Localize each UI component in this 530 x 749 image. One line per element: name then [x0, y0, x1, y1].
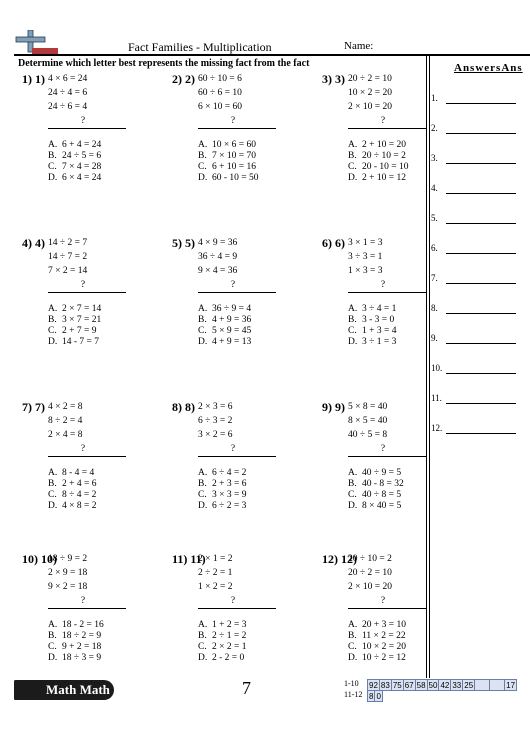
option-letter: C.	[198, 326, 207, 336]
option-letter: B.	[48, 315, 57, 325]
option-letter: B.	[348, 151, 357, 161]
fact-line: 9 × 4 = 36	[198, 266, 238, 276]
score-cell: 50	[428, 680, 438, 690]
missing-fact-mark: ?	[380, 116, 386, 126]
answer-option[interactable]	[48, 315, 101, 325]
option-letter: D.	[48, 501, 58, 511]
fact-line: 2 × 4 = 8	[48, 430, 83, 440]
option-text: 8 ÷ 4 = 2	[62, 490, 97, 500]
option-text: 4 + 9 = 36	[212, 315, 252, 325]
fact-line: 2 × 3 = 6	[198, 402, 233, 412]
answer-option[interactable]	[348, 620, 406, 630]
missing-fact-line	[48, 128, 126, 129]
answer-option[interactable]	[48, 653, 101, 663]
score-row-label: 1-10	[344, 679, 359, 688]
option-text: 8 - 4 = 4	[62, 468, 95, 478]
score-cell	[475, 680, 490, 691]
option-text: 18 ÷ 2 = 9	[62, 631, 102, 641]
option-text: 2 + 10 = 20	[362, 140, 406, 150]
option-text: 36 ÷ 9 = 4	[212, 304, 252, 314]
option-text: 6 × 4 = 24	[62, 173, 102, 183]
option-text: 1 + 2 = 3	[212, 620, 247, 630]
answers-heading: AnswersAns	[454, 62, 523, 74]
option-letter: B.	[48, 631, 57, 641]
fact-line: 2 × 10 = 20	[348, 102, 392, 112]
option-letter: C.	[348, 642, 357, 652]
problem-number: 11) 11)	[172, 552, 206, 566]
option-text: 3 ÷ 4 = 1	[362, 304, 397, 314]
option-text: 3 × 3 = 9	[212, 490, 247, 500]
option-letter: C.	[198, 490, 207, 500]
problem-number: 3) 3)	[322, 72, 345, 86]
score-cell: 0	[376, 691, 381, 701]
option-letter: A.	[48, 468, 58, 478]
fact-line: 24 ÷ 6 = 4	[48, 102, 88, 112]
fact-line: 1 × 3 = 3	[348, 266, 383, 276]
problem-number: 6) 6)	[322, 236, 345, 250]
answer-option[interactable]	[348, 326, 396, 336]
missing-fact-mark: ?	[80, 596, 86, 606]
score-cell: 92	[369, 680, 378, 690]
fact-line: 6 × 10 = 60	[198, 102, 242, 112]
option-text: 3 ÷ 1 = 3	[362, 337, 397, 347]
answer-option[interactable]	[198, 620, 246, 630]
option-letter: B.	[198, 479, 207, 489]
option-text: 40 ÷ 8 = 5	[362, 490, 402, 500]
missing-fact-mark: ?	[380, 280, 386, 290]
score-cell: 17	[506, 680, 516, 690]
answer-option[interactable]	[348, 315, 394, 325]
option-text: 20 - 10 = 10	[362, 162, 409, 172]
option-text: 4 + 9 = 13	[212, 337, 252, 347]
option-letter: C.	[48, 490, 57, 500]
problem-number: 8) 8)	[172, 400, 195, 414]
answer-option[interactable]	[48, 501, 96, 511]
answer-option[interactable]	[348, 642, 406, 652]
missing-fact-mark: ?	[230, 116, 236, 126]
answer-number: 7.	[431, 273, 438, 283]
answer-option[interactable]	[198, 337, 251, 347]
answer-option[interactable]	[198, 304, 251, 314]
answer-option[interactable]	[48, 620, 104, 630]
option-text: 7 × 4 = 28	[62, 162, 102, 172]
answer-option[interactable]	[198, 151, 256, 161]
problem-item	[172, 400, 312, 530]
option-text: 1 + 3 = 4	[362, 326, 397, 336]
option-text: 6 + 4 = 24	[62, 140, 102, 150]
answer-option[interactable]	[198, 642, 246, 652]
fact-line: 4 × 6 = 24	[48, 74, 88, 84]
option-text: 24 ÷ 5 = 6	[62, 151, 102, 161]
fact-line: 24 ÷ 4 = 6	[48, 88, 88, 98]
answer-number: 6.	[431, 243, 438, 253]
answer-option[interactable]	[198, 490, 246, 500]
missing-fact-mark: ?	[230, 444, 236, 454]
option-text: 6 + 10 = 16	[212, 162, 256, 172]
option-letter: D.	[198, 501, 208, 511]
answer-line[interactable]	[446, 223, 516, 224]
score-cell: 58	[416, 680, 426, 690]
answer-option[interactable]	[48, 304, 101, 314]
option-letter: C.	[48, 162, 57, 172]
answer-number: 3.	[431, 153, 438, 163]
option-letter: D.	[198, 337, 208, 347]
answer-number: 4.	[431, 183, 438, 193]
missing-fact-mark: ?	[80, 444, 86, 454]
answer-option[interactable]	[198, 173, 259, 183]
fact-line: 5 × 8 = 40	[348, 402, 388, 412]
problem-item	[322, 72, 462, 202]
missing-fact-line	[348, 128, 426, 129]
answer-option[interactable]	[198, 315, 251, 325]
missing-fact-line	[198, 608, 276, 609]
score-cell: 25	[464, 680, 474, 690]
fact-line: 9 × 2 = 18	[48, 582, 88, 592]
answer-option[interactable]	[48, 162, 101, 172]
missing-fact-line	[198, 128, 276, 129]
answer-option[interactable]	[48, 173, 101, 183]
fact-line: 10 × 2 = 20	[348, 88, 392, 98]
option-letter: B.	[198, 315, 207, 325]
option-letter: C.	[348, 326, 357, 336]
fact-line: 4 × 9 = 36	[198, 238, 238, 248]
answer-number: 2.	[431, 123, 438, 133]
answer-number: 5.	[431, 213, 438, 223]
score-row-label: 11-12	[344, 690, 363, 699]
answer-option[interactable]	[48, 326, 96, 336]
option-letter: A.	[348, 304, 358, 314]
answer-option[interactable]	[198, 162, 256, 172]
answer-option[interactable]	[348, 162, 409, 172]
fact-line: 18 ÷ 9 = 2	[48, 554, 88, 564]
missing-fact-mark: ?	[80, 116, 86, 126]
option-letter: A.	[198, 140, 208, 150]
problem-number: 10) 10)	[22, 552, 57, 566]
score-cell: 67	[404, 680, 414, 690]
answer-option[interactable]	[348, 468, 401, 478]
answer-option[interactable]	[48, 479, 96, 489]
fact-line: 2 × 1 = 2	[198, 554, 233, 564]
option-letter: D.	[48, 337, 58, 347]
problem-item	[22, 400, 162, 530]
fact-line: 20 ÷ 2 = 10	[348, 568, 392, 578]
missing-fact-mark: ?	[380, 444, 386, 454]
problem-item	[172, 236, 312, 366]
option-letter: B.	[198, 151, 207, 161]
problem-number: 7) 7)	[22, 400, 45, 414]
answer-option[interactable]	[198, 631, 246, 641]
problem-item	[322, 400, 462, 530]
option-letter: A.	[348, 468, 358, 478]
option-letter: D.	[48, 653, 58, 663]
score-cell: 83	[380, 680, 390, 690]
problem-item	[172, 552, 312, 682]
fact-line: 2 × 10 = 20	[348, 582, 392, 592]
missing-fact-mark: ?	[230, 280, 236, 290]
fact-line: 14 ÷ 2 = 7	[48, 238, 88, 248]
answer-option[interactable]	[348, 479, 404, 489]
option-letter: D.	[348, 501, 358, 511]
fact-line: 14 ÷ 7 = 2	[48, 252, 88, 262]
answer-option[interactable]	[198, 140, 256, 150]
answer-option[interactable]	[348, 173, 406, 183]
instructions: Determine which letter best represents the missing fact from the fact	[18, 58, 310, 69]
missing-fact-mark: ?	[380, 596, 386, 606]
answer-option[interactable]	[348, 304, 396, 314]
missing-fact-line	[48, 292, 126, 293]
option-letter: B.	[48, 151, 57, 161]
option-text: 2 - 2 = 0	[212, 653, 245, 663]
problem-item	[22, 72, 162, 202]
option-letter: A.	[198, 620, 208, 630]
problem-item	[22, 552, 162, 682]
answer-option[interactable]	[48, 151, 101, 161]
option-text: 2 + 7 = 9	[62, 326, 97, 336]
header-divider	[14, 54, 530, 56]
option-letter: C.	[198, 642, 207, 652]
option-text: 2 × 7 = 14	[62, 304, 102, 314]
answer-option[interactable]	[198, 326, 251, 336]
fact-line: 7 × 2 = 14	[48, 266, 88, 276]
fact-line: 60 ÷ 10 = 6	[198, 74, 242, 84]
score-row	[367, 679, 517, 691]
option-text: 2 + 10 = 12	[362, 173, 406, 183]
problem-item	[22, 236, 162, 366]
answer-option[interactable]	[348, 631, 406, 641]
problem-item	[172, 72, 312, 202]
option-letter: B.	[48, 479, 57, 489]
fact-line: 20 ÷ 2 = 10	[348, 74, 392, 84]
answer-option[interactable]	[348, 653, 406, 663]
answer-option[interactable]	[198, 468, 246, 478]
missing-fact-line	[198, 292, 276, 293]
option-text: 10 × 2 = 20	[362, 642, 406, 652]
answer-option[interactable]	[348, 501, 401, 511]
fact-line: 20 ÷ 10 = 2	[348, 554, 392, 564]
option-letter: D.	[48, 173, 58, 183]
problem-number: 12) 12)	[322, 552, 357, 566]
option-letter: C.	[348, 490, 357, 500]
problem-number: 9) 9)	[322, 400, 345, 414]
option-text: 2 + 3 = 6	[212, 479, 247, 489]
answer-option[interactable]	[198, 501, 246, 511]
option-letter: A.	[48, 304, 58, 314]
option-letter: A.	[198, 468, 208, 478]
fact-line: 4 × 2 = 8	[48, 402, 83, 412]
option-text: 9 + 2 = 18	[62, 642, 102, 652]
option-letter: A.	[198, 304, 208, 314]
answer-option[interactable]	[48, 468, 94, 478]
answer-option[interactable]	[48, 337, 99, 347]
fact-line: 8 × 5 = 40	[348, 416, 388, 426]
missing-fact-line	[48, 608, 126, 609]
option-letter: B.	[198, 631, 207, 641]
option-text: 20 ÷ 10 = 2	[362, 151, 406, 161]
option-letter: D.	[198, 173, 208, 183]
answer-option[interactable]	[48, 631, 101, 641]
option-letter: D.	[198, 653, 208, 663]
option-text: 40 ÷ 9 = 5	[362, 468, 402, 478]
problem-number: 1) 1)	[22, 72, 45, 86]
missing-fact-line	[348, 456, 426, 457]
option-text: 6 ÷ 2 = 3	[212, 501, 247, 511]
answer-option[interactable]	[48, 490, 96, 500]
missing-fact-line	[348, 292, 426, 293]
option-text: 2 + 4 = 6	[62, 479, 97, 489]
option-letter: A.	[48, 140, 58, 150]
fact-line: 3 × 2 = 6	[198, 430, 233, 440]
option-text: 10 ÷ 2 = 12	[362, 653, 406, 663]
fact-line: 3 ÷ 3 = 1	[348, 252, 383, 262]
score-cell: 75	[392, 680, 402, 690]
option-text: 18 - 2 = 16	[62, 620, 104, 630]
option-text: 3 × 7 = 21	[62, 315, 102, 325]
option-letter: D.	[348, 653, 358, 663]
missing-fact-mark: ?	[230, 596, 236, 606]
answer-number: 8.	[431, 303, 438, 313]
option-text: 7 × 10 = 70	[212, 151, 256, 161]
option-text: 6 ÷ 4 = 2	[212, 468, 247, 478]
fact-line: 2 ÷ 2 = 1	[198, 568, 233, 578]
option-letter: D.	[348, 173, 358, 183]
option-text: 20 + 3 = 10	[362, 620, 406, 630]
option-letter: C.	[48, 642, 57, 652]
option-text: 18 ÷ 3 = 9	[62, 653, 102, 663]
option-text: 5 × 9 = 45	[212, 326, 252, 336]
footer-logo: Math Math	[46, 682, 110, 697]
option-letter: D.	[348, 337, 358, 347]
problem-number: 2) 2)	[172, 72, 195, 86]
answer-option[interactable]	[48, 140, 101, 150]
problem-number: 5) 5)	[172, 236, 195, 250]
option-letter: C.	[48, 326, 57, 336]
score-row	[367, 690, 383, 702]
missing-fact-line	[48, 456, 126, 457]
fact-line: 40 ÷ 5 = 8	[348, 430, 388, 440]
option-text: 2 ÷ 1 = 2	[212, 631, 247, 641]
option-letter: C.	[198, 162, 207, 172]
option-text: 60 - 10 = 50	[212, 173, 259, 183]
logo-plus-icon	[14, 30, 58, 56]
answer-option[interactable]	[348, 151, 406, 161]
page-number: 7	[242, 678, 251, 698]
option-letter: A.	[348, 140, 358, 150]
score-cell	[490, 680, 505, 691]
option-text: 11 × 2 = 22	[362, 631, 406, 641]
fact-line: 60 ÷ 6 = 10	[198, 88, 242, 98]
answer-option[interactable]	[198, 653, 244, 663]
answer-line[interactable]	[446, 373, 516, 374]
answer-number: 10.	[431, 363, 443, 373]
answer-number: 1.	[431, 93, 438, 103]
option-text: 40 - 8 = 32	[362, 479, 404, 489]
score-cell: 33	[452, 680, 462, 690]
answer-option[interactable]	[348, 140, 406, 150]
missing-fact-mark: ?	[80, 280, 86, 290]
option-text: 14 - 7 = 7	[62, 337, 100, 347]
answer-option[interactable]	[348, 490, 401, 500]
option-letter: A.	[348, 620, 358, 630]
answer-number: 12.	[431, 423, 443, 433]
missing-fact-line	[198, 456, 276, 457]
fact-line: 2 × 9 = 18	[48, 568, 88, 578]
option-letter: B.	[348, 479, 357, 489]
name-label: Name:	[344, 40, 374, 52]
option-text: 2 × 2 = 1	[212, 642, 247, 652]
fact-line: 3 × 1 = 3	[348, 238, 383, 248]
answer-number: 9.	[431, 333, 438, 343]
fact-line: 36 ÷ 4 = 9	[198, 252, 238, 262]
option-text: 3 - 3 = 0	[362, 315, 395, 325]
answer-option[interactable]	[348, 337, 396, 347]
option-letter: B.	[348, 631, 357, 641]
answer-option[interactable]	[48, 642, 101, 652]
option-text: 10 × 6 = 60	[212, 140, 256, 150]
missing-fact-line	[348, 608, 426, 609]
option-letter: C.	[348, 162, 357, 172]
score-cell: 42	[440, 680, 450, 690]
problem-number: 4) 4)	[22, 236, 45, 250]
fact-line: 6 ÷ 3 = 2	[198, 416, 233, 426]
page-title: Fact Families - Multiplication	[128, 40, 272, 54]
option-letter: A.	[48, 620, 58, 630]
fact-line: 1 × 2 = 2	[198, 582, 233, 592]
answer-option[interactable]	[198, 479, 246, 489]
option-text: 4 × 8 = 2	[62, 501, 97, 511]
answer-number: 11.	[431, 393, 442, 403]
problem-item	[322, 236, 462, 366]
fact-line: 8 ÷ 2 = 4	[48, 416, 83, 426]
score-cell: 8	[369, 691, 374, 701]
option-letter: B.	[348, 315, 357, 325]
problem-item	[322, 552, 462, 682]
option-text: 8 × 40 = 5	[362, 501, 402, 511]
